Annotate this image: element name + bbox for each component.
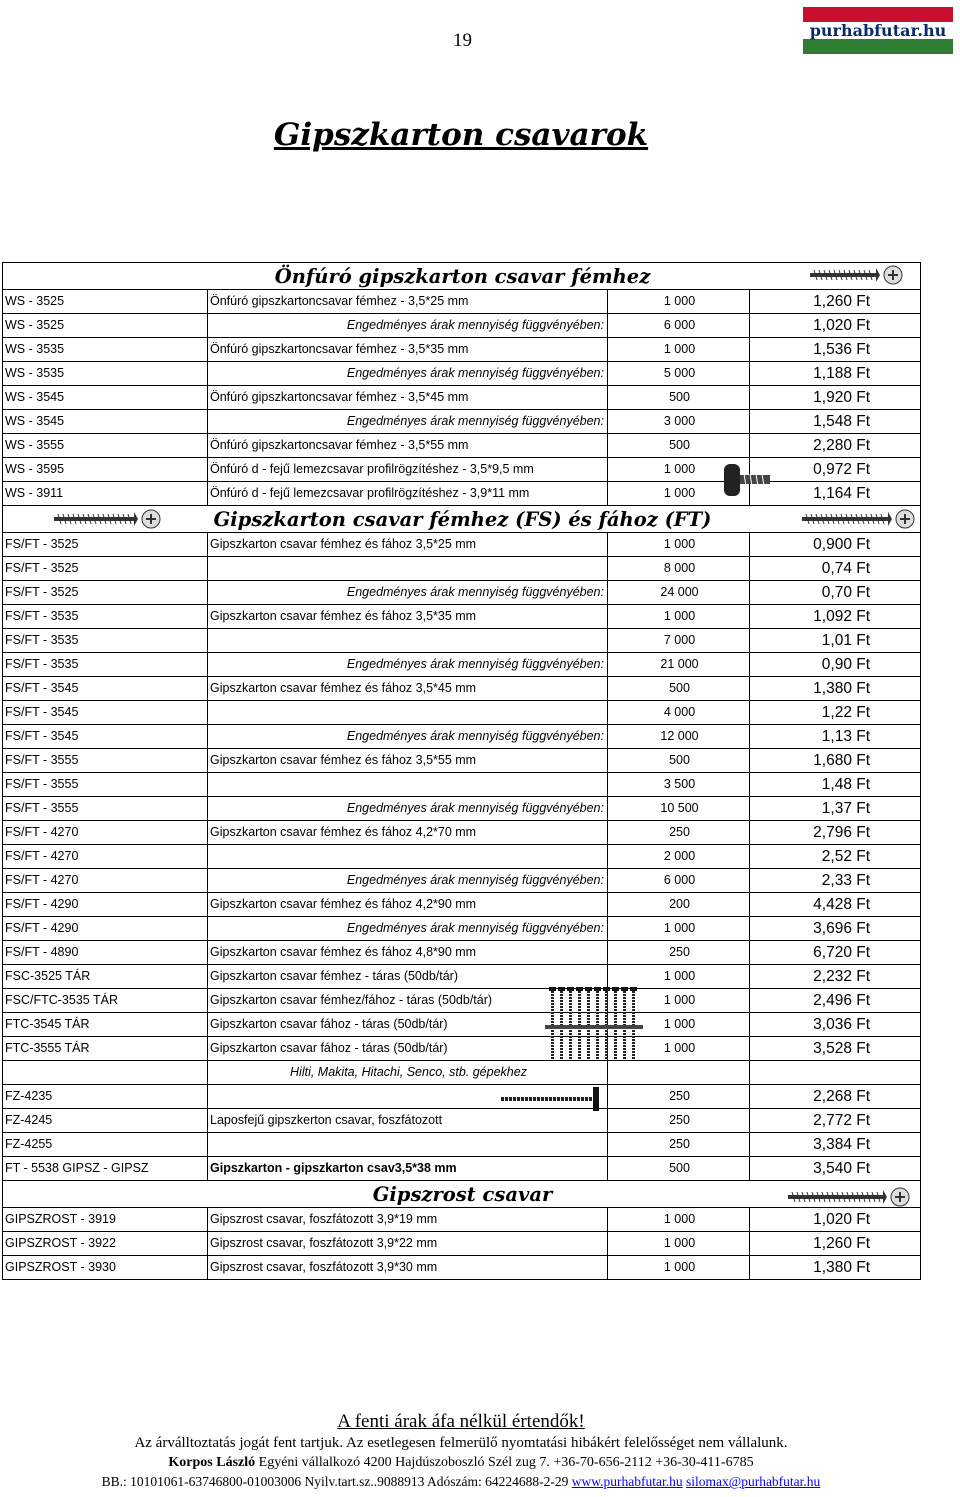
product-row	[3, 1256, 921, 1280]
product-code: FZ-4235	[3, 1085, 208, 1109]
product-code: FS/FT - 3545	[3, 725, 208, 749]
unit-price: 1,260 Ft	[750, 290, 921, 314]
discount-label	[208, 557, 608, 581]
product-code: WS - 3535	[3, 338, 208, 362]
product-code: WS - 3545	[3, 410, 208, 434]
product-code: FS/FT - 3555	[3, 773, 208, 797]
quantity: 6 000	[608, 314, 750, 338]
quantity: 8 000	[608, 557, 750, 581]
unit-price: 1,020 Ft	[750, 1208, 921, 1232]
quantity: 1 000	[608, 605, 750, 629]
owner-name: Korpos László	[168, 1455, 256, 1470]
disclaimer: Az árválltoztatás jogát fent tartjuk. Az esetlegesen felmerülő nyomtatási hibákért felelősséget nem vállalunk.	[134, 1435, 788, 1451]
quantity: 2 000	[608, 845, 750, 869]
quantity: 5 000	[608, 362, 750, 386]
quantity: 250	[608, 1109, 750, 1133]
vat-note: A fenti árak áfa nélkül értendők!	[337, 1411, 585, 1432]
product-description: Gipszkarton csavar fához - táras (50db/tár)	[208, 1013, 608, 1037]
unit-price: 1,680 Ft	[750, 749, 921, 773]
unit-price: 2,496 Ft	[750, 989, 921, 1013]
product-description: Gipszrost csavar, foszfátozott 3,9*19 mm	[208, 1208, 608, 1232]
quantity: 1 000	[608, 290, 750, 314]
note-row	[3, 1061, 921, 1085]
product-row	[3, 557, 921, 581]
discount-label	[208, 701, 608, 725]
discount-label: Engedményes árak mennyiség függvényében:	[208, 581, 608, 605]
unit-price: 3,528 Ft	[750, 1037, 921, 1061]
product-description: Önfúró gipszkartoncsavar fémhez - 3,5*35 mm	[208, 338, 608, 362]
product-code: WS - 3595	[3, 458, 208, 482]
quantity: 3 500	[608, 773, 750, 797]
discount-label: Engedményes árak mennyiség függvényében:	[208, 362, 608, 386]
product-code: FS/FT - 3525	[3, 581, 208, 605]
quantity: 250	[608, 821, 750, 845]
discount-label: Engedményes árak mennyiség függvényében:	[208, 653, 608, 677]
product-row	[3, 989, 921, 1013]
product-description: Gipszkarton csavar fémhez/fához - táras (50db/tár)	[208, 989, 608, 1013]
unit-price: 4,428 Ft	[750, 893, 921, 917]
quantity: 500	[608, 386, 750, 410]
product-description: Gipszkarton csavar fémhez és fához 3,5*55 mm	[208, 749, 608, 773]
unit-price: 1,380 Ft	[750, 677, 921, 701]
unit-price: 2,772 Ft	[750, 1109, 921, 1133]
unit-price: 0,90 Ft	[750, 653, 921, 677]
quantity: 200	[608, 893, 750, 917]
product-code: WS - 3535	[3, 362, 208, 386]
unit-price: 2,268 Ft	[750, 1085, 921, 1109]
quantity: 6 000	[608, 869, 750, 893]
unit-price: 1,22 Ft	[750, 701, 921, 725]
product-row	[3, 386, 921, 410]
unit-price: 1,01 Ft	[750, 629, 921, 653]
product-row	[3, 338, 921, 362]
product-code: FS/FT - 4270	[3, 845, 208, 869]
logo-text: purhabfutar.hu	[809, 21, 947, 40]
product-code: FS/FT - 3545	[3, 677, 208, 701]
contact-line	[0, 1453, 922, 1472]
quantity: 1 000	[608, 482, 750, 506]
machine-note: Hilti, Makita, Hitachi, Senco, stb. gépekhez	[208, 1061, 608, 1085]
product-code: FS/FT - 4890	[3, 941, 208, 965]
product-code: WS - 3545	[3, 386, 208, 410]
product-row	[3, 1037, 921, 1061]
quantity: 1 000	[608, 458, 750, 482]
product-row	[3, 1157, 921, 1181]
product-row	[3, 845, 921, 869]
unit-price: 1,092 Ft	[750, 605, 921, 629]
product-code: FS/FT - 4270	[3, 869, 208, 893]
product-row	[3, 1085, 921, 1109]
section-title: Gipszkarton csavar fémhez (FS) és fához (FT)	[3, 506, 921, 533]
product-code: FS/FT - 3525	[3, 533, 208, 557]
product-code: FS/FT - 3555	[3, 749, 208, 773]
product-row	[3, 533, 921, 557]
product-code: WS - 3555	[3, 434, 208, 458]
product-code: FT - 5538 GIPSZ - GIPSZ	[3, 1157, 208, 1181]
product-code: FS/FT - 3535	[3, 629, 208, 653]
discount-label	[208, 773, 608, 797]
product-code: FS/FT - 3525	[3, 557, 208, 581]
quantity: 7 000	[608, 629, 750, 653]
unit-price: 1,536 Ft	[750, 338, 921, 362]
quantity: 21 000	[608, 653, 750, 677]
product-code: FS/FT - 4290	[3, 917, 208, 941]
discount-label: Engedményes árak mennyiség függvényében:	[208, 314, 608, 338]
unit-price: 1,164 Ft	[750, 482, 921, 506]
product-description: Gipszkarton csavar fémhez és fához 3,5*25 mm	[208, 533, 608, 557]
unit-price: 1,48 Ft	[750, 773, 921, 797]
product-description: Gipszkarton csavar fémhez - táras (50db/tár)	[208, 965, 608, 989]
unit-price: 2,33 Ft	[750, 869, 921, 893]
unit-price: 0,74 Ft	[750, 557, 921, 581]
product-row	[3, 701, 921, 725]
product-description: Gipszkarton - gipszkarton csav3,5*38 mm	[208, 1157, 608, 1181]
discount-label: Engedményes árak mennyiség függvényében:	[208, 797, 608, 821]
quantity: 500	[608, 677, 750, 701]
product-description: Gipszkarton csavar fémhez és fához 4,8*90 mm	[208, 941, 608, 965]
email-link[interactable]: silomax@purhabfutar.hu	[686, 1474, 821, 1489]
product-row	[3, 1133, 921, 1157]
unit-price: 3,036 Ft	[750, 1013, 921, 1037]
purhabfutar-logo	[803, 7, 953, 54]
bank-details: BB.: 10101061-63746800-01003006 Nyilv.tart.sz..9088913 Adószám: 64224688-2-29	[101, 1474, 572, 1489]
section-header	[3, 1181, 921, 1208]
unit-price: 2,232 Ft	[750, 965, 921, 989]
product-row	[3, 1208, 921, 1232]
collated-screws-icon	[545, 985, 643, 1063]
discount-label	[208, 845, 608, 869]
discount-label: Engedményes árak mennyiség függvényében:	[208, 410, 608, 434]
product-code: FS/FT - 3555	[3, 797, 208, 821]
product-code: WS - 3911	[3, 482, 208, 506]
unit-price: 1,920 Ft	[750, 386, 921, 410]
product-description: Laposfejű gipszkerton csavar, foszfátozott	[208, 1109, 608, 1133]
unit-price: 1,13 Ft	[750, 725, 921, 749]
product-row	[3, 1109, 921, 1133]
product-code: FSC-3525 TÁR	[3, 965, 208, 989]
product-row	[3, 677, 921, 701]
product-description: Önfúró d - fejű lemezcsavar profilrögzítéshez - 3,9*11 mm	[208, 482, 608, 506]
screw-icon	[786, 1186, 911, 1208]
product-row	[3, 290, 921, 314]
unit-price: 1,188 Ft	[750, 362, 921, 386]
unit-price: 0,972 Ft	[750, 458, 921, 482]
product-code: FTC-3545 TÁR	[3, 1013, 208, 1037]
quantity: 3 000	[608, 410, 750, 434]
product-description: Gipszkarton csavar fémhez és fához 3,5*35 mm	[208, 605, 608, 629]
quantity: 1 000	[608, 989, 750, 1013]
product-row	[3, 482, 921, 506]
product-row	[3, 869, 921, 893]
unit-price: 3,540 Ft	[750, 1157, 921, 1181]
product-row	[3, 458, 921, 482]
quantity: 1 000	[608, 1037, 750, 1061]
discount-label: Engedményes árak mennyiség függvényében:	[208, 917, 608, 941]
quantity: 4 000	[608, 701, 750, 725]
product-description: Gipszrost csavar, foszfátozott 3,9*30 mm	[208, 1256, 608, 1280]
product-row	[3, 797, 921, 821]
unit-price: 0,70 Ft	[750, 581, 921, 605]
page-title: Gipszkarton csavarok	[273, 117, 649, 153]
discount-label: Engedményes árak mennyiség függvényében:	[208, 725, 608, 749]
quantity: 500	[608, 1157, 750, 1181]
product-row	[3, 773, 921, 797]
product-row	[3, 941, 921, 965]
product-row	[3, 965, 921, 989]
quantity: 1 000	[608, 1256, 750, 1280]
screw-icon	[800, 508, 916, 530]
product-description: Önfúró gipszkartoncsavar fémhez - 3,5*55 mm	[208, 434, 608, 458]
quantity: 1 000	[608, 917, 750, 941]
product-row	[3, 1232, 921, 1256]
discount-label: Engedményes árak mennyiség függvényében:	[208, 869, 608, 893]
product-row	[3, 410, 921, 434]
product-row	[3, 725, 921, 749]
product-description: Gipszkarton csavar fához - táras (50db/tár)	[208, 1037, 608, 1061]
product-code: FZ-4255	[3, 1133, 208, 1157]
product-row	[3, 605, 921, 629]
quantity: 1 000	[608, 1232, 750, 1256]
product-code: GIPSZROST - 3922	[3, 1232, 208, 1256]
product-row	[3, 434, 921, 458]
screw-icon	[52, 508, 162, 530]
unit-price: 3,696 Ft	[750, 917, 921, 941]
product-description	[208, 1133, 608, 1157]
page-number: 19	[453, 30, 472, 51]
product-description: Gipszkarton csavar fémhez és fához 4,2*70 mm	[208, 821, 608, 845]
quantity: 12 000	[608, 725, 750, 749]
section-title: Önfúró gipszkarton csavar fémhez	[3, 263, 921, 290]
quantity: 24 000	[608, 581, 750, 605]
flat-head-screw-icon	[497, 1085, 605, 1113]
unit-price: 1,548 Ft	[750, 410, 921, 434]
section-header	[3, 263, 921, 290]
quantity: 1 000	[608, 1013, 750, 1037]
product-code: FS/FT - 4270	[3, 821, 208, 845]
website-link[interactable]: www.purhabfutar.hu	[571, 1474, 683, 1489]
quantity: 1 000	[608, 1208, 750, 1232]
product-description: Gipszrost csavar, foszfátozott 3,9*22 mm	[208, 1232, 608, 1256]
address: Egyéni vállalkozó 4200 Hajdúszoboszló Szél zug 7. +36-70-656-2112 +36-30-411-6785	[255, 1455, 754, 1470]
empty-cell	[750, 1061, 921, 1085]
product-row	[3, 629, 921, 653]
product-code: GIPSZROST - 3930	[3, 1256, 208, 1280]
product-code: FSC/FTC-3535 TÁR	[3, 989, 208, 1013]
product-description: Gipszkarton csavar fémhez és fához 3,5*45 mm	[208, 677, 608, 701]
product-code: FTC-3555 TÁR	[3, 1037, 208, 1061]
unit-price: 2,796 Ft	[750, 821, 921, 845]
product-code: FS/FT - 3535	[3, 605, 208, 629]
quantity: 1 000	[608, 533, 750, 557]
product-row	[3, 314, 921, 338]
product-description: Önfúró gipszkartoncsavar fémhez - 3,5*25 mm	[208, 290, 608, 314]
product-code: FZ-4245	[3, 1109, 208, 1133]
product-row	[3, 749, 921, 773]
unit-price: 6,720 Ft	[750, 941, 921, 965]
quantity: 250	[608, 1085, 750, 1109]
d-head-screw-icon	[722, 460, 774, 500]
price-table	[2, 262, 921, 1280]
quantity: 250	[608, 941, 750, 965]
product-row	[3, 362, 921, 386]
product-row	[3, 653, 921, 677]
screw-icon	[808, 264, 904, 286]
product-code: GIPSZROST - 3919	[3, 1208, 208, 1232]
discount-label	[208, 629, 608, 653]
product-row	[3, 1013, 921, 1037]
footer	[0, 1410, 922, 1491]
empty-cell	[3, 1061, 208, 1085]
product-code: WS - 3525	[3, 290, 208, 314]
product-code: FS/FT - 4290	[3, 893, 208, 917]
unit-price: 1,260 Ft	[750, 1232, 921, 1256]
product-description: Gipszkarton csavar fémhez és fához 4,2*90 mm	[208, 893, 608, 917]
unit-price: 2,52 Ft	[750, 845, 921, 869]
product-row	[3, 581, 921, 605]
product-code: FS/FT - 3535	[3, 653, 208, 677]
product-description: Önfúró d - fejű lemezcsavar profilrögzítéshez - 3,5*9,5 mm	[208, 458, 608, 482]
product-code: FS/FT - 3545	[3, 701, 208, 725]
unit-price: 1,020 Ft	[750, 314, 921, 338]
unit-price: 1,37 Ft	[750, 797, 921, 821]
unit-price: 1,380 Ft	[750, 1256, 921, 1280]
quantity: 500	[608, 434, 750, 458]
empty-cell	[608, 1061, 750, 1085]
product-row	[3, 893, 921, 917]
unit-price: 2,280 Ft	[750, 434, 921, 458]
quantity: 1 000	[608, 965, 750, 989]
quantity: 250	[608, 1133, 750, 1157]
product-row	[3, 917, 921, 941]
quantity: 500	[608, 749, 750, 773]
section-title: Gipszrost csavar	[3, 1181, 921, 1208]
product-description: Önfúró gipszkartoncsavar fémhez - 3,5*45 mm	[208, 386, 608, 410]
bank-line	[0, 1472, 922, 1491]
quantity: 10 500	[608, 797, 750, 821]
unit-price: 3,384 Ft	[750, 1133, 921, 1157]
unit-price: 0,900 Ft	[750, 533, 921, 557]
quantity: 1 000	[608, 338, 750, 362]
product-code: WS - 3525	[3, 314, 208, 338]
product-row	[3, 821, 921, 845]
